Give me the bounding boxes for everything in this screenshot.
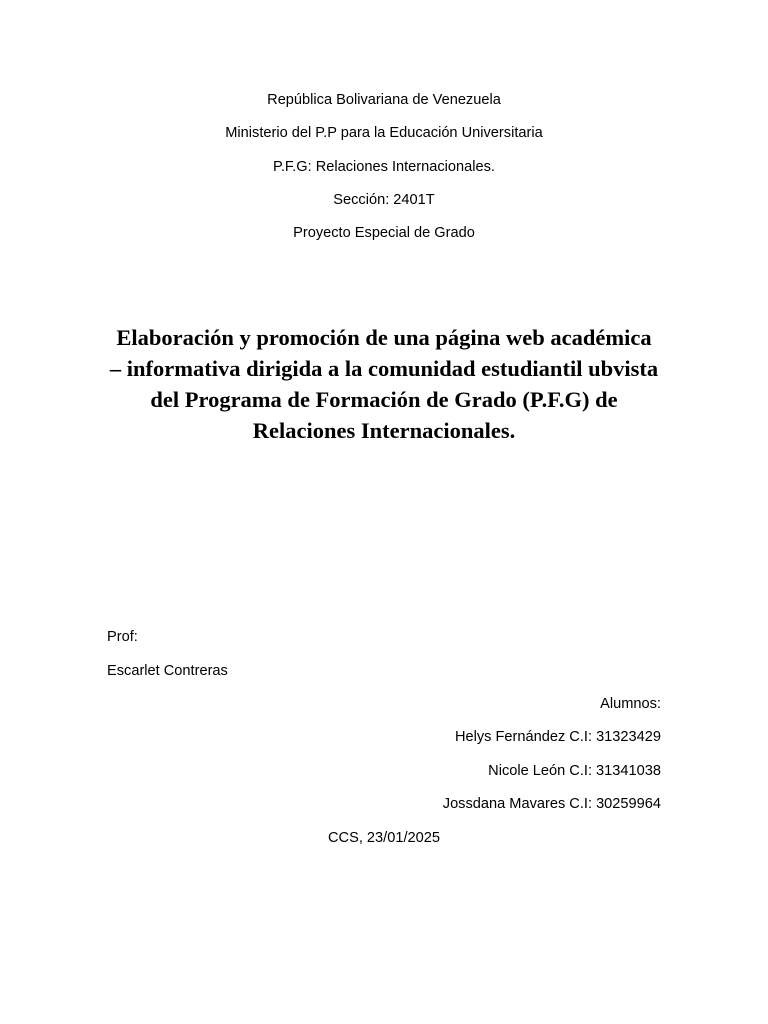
student-entry: Nicole León C.I: 31341038 xyxy=(488,763,661,779)
place-date: CCS, 23/01/2025 xyxy=(328,830,440,846)
header-ministry: Ministerio del P.P para la Educación Universitaria xyxy=(225,125,543,141)
header-project-type: Proyecto Especial de Grado xyxy=(293,225,475,241)
professor-label: Prof: xyxy=(107,629,138,645)
title-line: del Programa de Formación de Grado (P.F.G) de xyxy=(150,387,618,412)
header-section: Sección: 2401T xyxy=(333,192,435,208)
title-line: – informativa dirigida a la comunidad estudiantil ubvista xyxy=(109,356,659,381)
professor-name: Escarlet Contreras xyxy=(107,663,228,679)
students-label: Alumnos: xyxy=(600,696,661,712)
student-entry: Helys Fernández C.I: 31323429 xyxy=(454,729,661,745)
header-republic: República Bolivariana de Venezuela xyxy=(267,92,501,108)
document-title xyxy=(100,322,668,446)
header-program: P.F.G: Relaciones Internacionales. xyxy=(272,159,495,175)
student-entry: Jossdana Mavares C.I: 30259964 xyxy=(442,796,661,812)
title-line: Relaciones Internacionales. xyxy=(252,418,516,443)
title-line: Elaboración y promoción de una página web académica xyxy=(116,325,652,350)
